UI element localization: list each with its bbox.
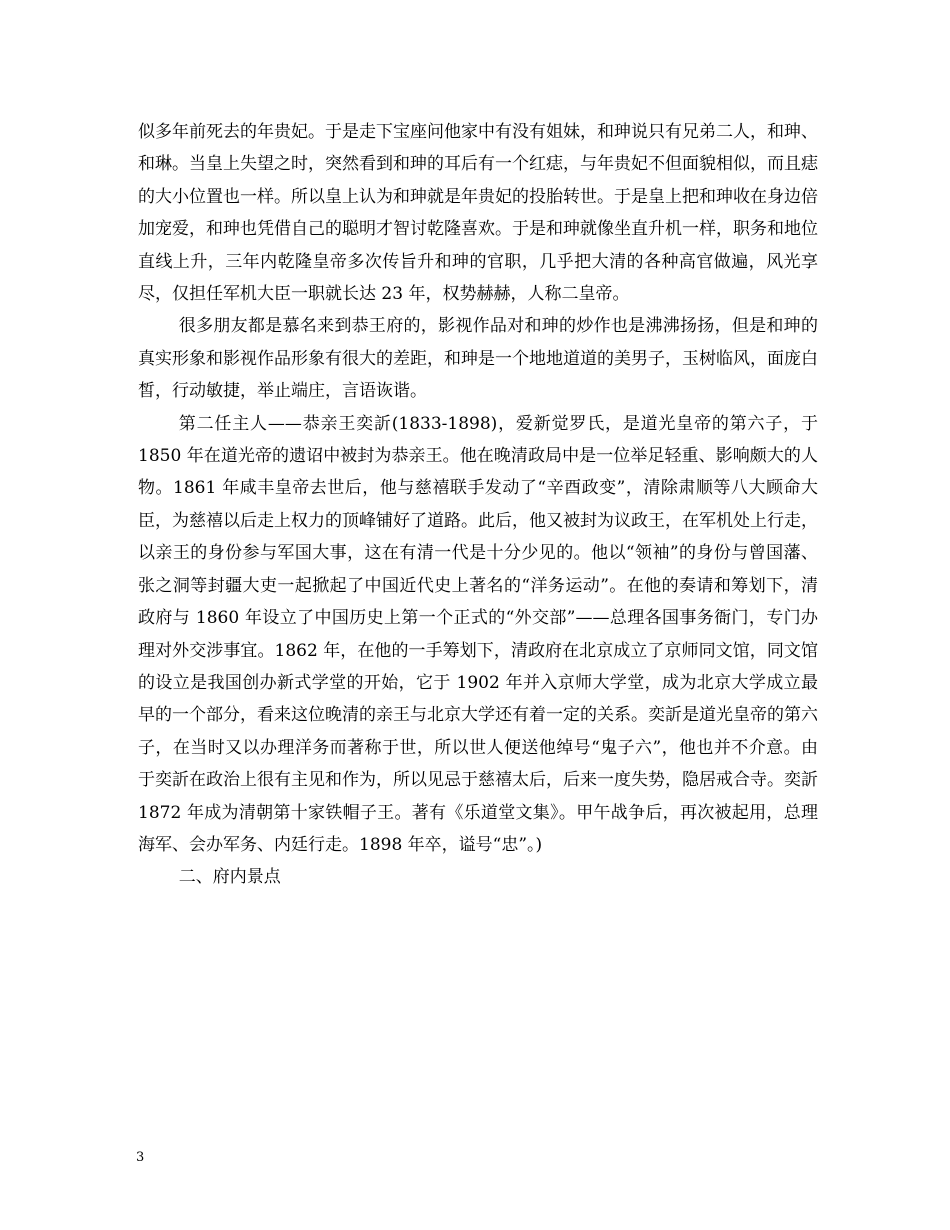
document-body: [138, 116, 818, 894]
paragraph-heshen-favor: 似多年前死去的年贵妃。于是走下宝座问他家中有没有姐妹，和珅说只有兄弟二人，和珅、和琳。当皇上失望之时，突然看到和珅的耳后有一个红痣，与年贵妃不但面貌相似，而且痣的大小位置也一样。所以皇上认为和珅就是年贵妃的投胎转世。于是皇上把和珅收在身边倍加宠爱，和珅也凭借自己的聪明才智讨乾隆喜欢。于是和珅就像坐直升机一样，职务和地位直线上升，三年内乾隆皇帝多次传旨升和珅的官职，几乎把大清的各种高官做遍，风光享尽，仅担任军机大臣一职就长达 23 年，权势赫赫，人称二皇帝。: [138, 122, 818, 305]
paragraph-heshen-appearance: 很多朋友都是慕名来到恭王府的，影视作品对和珅的炒作也是沸沸扬扬，但是和珅的真实形象和影视作品形象有很大的差距，和珅是一个地地道道的美男子，玉树临风，面庞白皙，行动敏捷，举止端庄，言语诙谐。: [138, 316, 818, 402]
section-heading-attractions: 二、府内景点: [178, 867, 281, 888]
page-number: 3: [136, 1150, 145, 1165]
paragraph-prince-gong: 第二任主人——恭亲王奕訢(1833-1898)，爱新觉罗氏，是道光皇帝的第六子，于 1850 年在道光帝的遗诏中被封为恭亲王。他在晚清政局中是一位举足轻重、影响颇大的人物。1861 年咸丰皇帝去世后，他与慈禧联手发动了“辛酉政变”，清除肃顺等八大顾命大臣，为慈禧以后走上权力的顶峰铺好了道路。此后，他又被封为议政王，在军机处上行走，以亲王的身份参与军国大事，这在有清一代是十分少见的。他以“领袖”的身份与曾国藩、张之洞等封疆大吏一起掀起了中国近代史上著名的“洋务运动”。在他的奏请和筹划下，清政府与 1860 年设立了中国历史上第一个正式的“外交部”——总理各国事务衙门，专门办理对外交涉事宜。1862 年，在他的一手筹划下，清政府在北京成立了京师同文馆，同文馆的设立是我国创办新式学堂的开始，它于 1902 年并入京师大学堂，成为北京大学成立最早的一个部分，看来这位晚清的亲王与北京大学还有着一定的关系。奕訢是道光皇帝的第六子，在当时又以办理洋务而著称于世，所以世人便送他绰号“鬼子六”，他也并不介意。由于奕訢在政治上很有主见和作为，所以见忌于慈禧太后，后来一度失势，隐居戒合寺。奕訢 1872 年成为清朝第十家铁帽子王。著有《乐道堂文集》。甲午战争后，再次被起用，总理海军、会办军务、内廷行走。1898 年卒，谥号“忠”。): [138, 413, 818, 855]
